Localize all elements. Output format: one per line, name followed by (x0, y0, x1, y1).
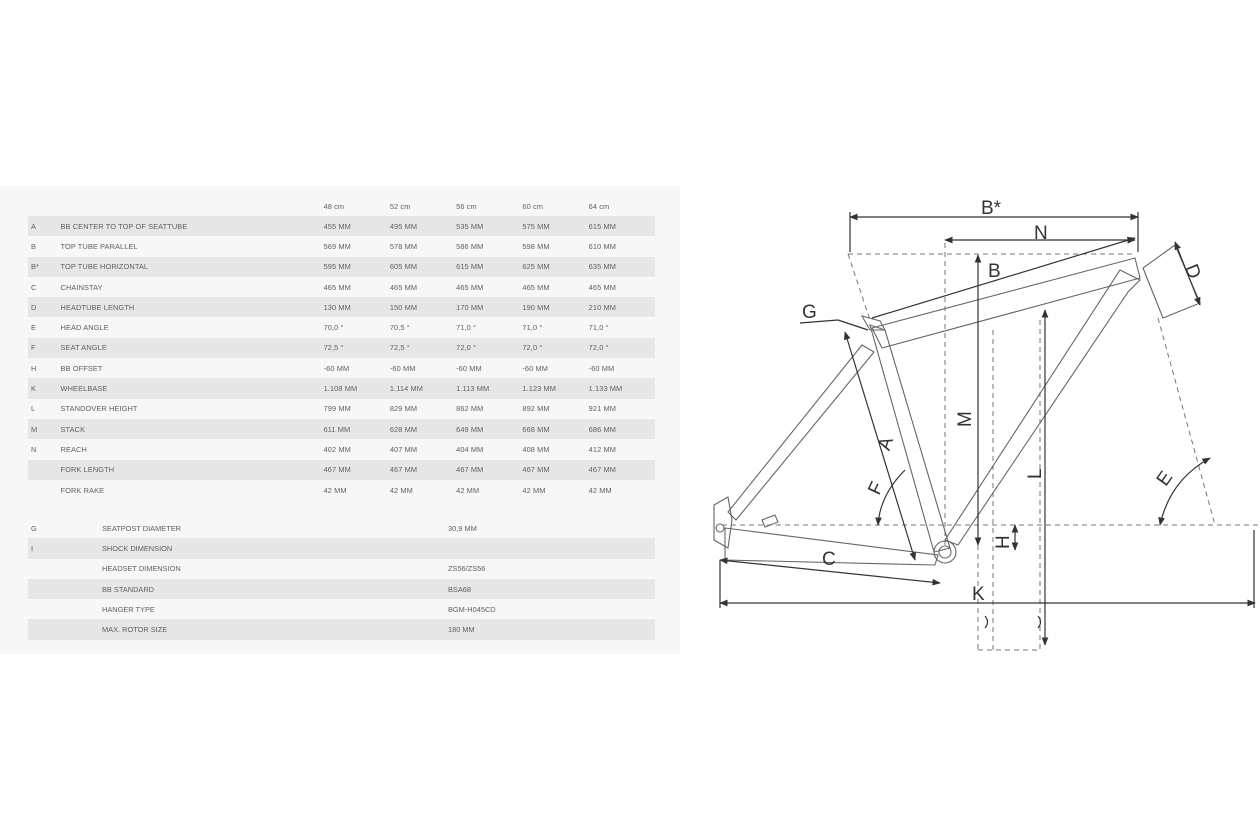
row-value: -60 MM (390, 358, 456, 378)
spec-code (28, 619, 102, 639)
spec-code (28, 579, 102, 599)
spec-value: BSA68 (448, 579, 655, 599)
row-value: 150 MM (390, 297, 456, 317)
row-value: 412 MM (589, 439, 655, 459)
row-value: 595 MM (324, 257, 390, 277)
spec-value (448, 538, 655, 558)
spec-row (28, 559, 655, 579)
label-g: G (802, 302, 817, 323)
row-value: 130 MM (324, 297, 390, 317)
label-b-star: B* (981, 198, 1002, 219)
row-value: 465 MM (456, 277, 522, 297)
row-value: 495 MM (390, 216, 456, 236)
label-b: B (988, 261, 1001, 282)
row-value: 72,0 ° (589, 338, 655, 358)
row-value: 1.108 MM (324, 378, 390, 398)
label-c: C (822, 549, 836, 570)
spec-code: I (28, 538, 102, 558)
row-value: 404 MM (456, 439, 522, 459)
row-label: STACK (61, 419, 324, 439)
row-code (28, 480, 61, 500)
frame-geometry-diagram (700, 180, 1260, 660)
row-value: 668 MM (522, 419, 588, 439)
spec-label: BB STANDARD (102, 579, 448, 599)
label-e: E (1152, 467, 1178, 491)
table-row (28, 338, 655, 358)
row-code: B (28, 236, 61, 256)
label-n: N (1034, 223, 1048, 244)
row-value: 72,0 ° (456, 338, 522, 358)
row-value: 467 MM (589, 460, 655, 480)
row-value: 210 MM (589, 297, 655, 317)
row-code: E (28, 317, 61, 337)
spec-label: HEADSET DIMENSION (102, 559, 448, 579)
row-value: 72,5 ° (324, 338, 390, 358)
spec-value: 30,9 MM (448, 518, 655, 538)
spec-label: HANGER TYPE (102, 599, 448, 619)
table-row (28, 277, 655, 297)
row-value: 70,5 ° (390, 317, 456, 337)
row-code: N (28, 439, 61, 459)
table-row (28, 236, 655, 256)
row-value: 465 MM (324, 277, 390, 297)
label-f: F (864, 478, 889, 499)
spec-label: SEATPOST DIAMETER (102, 518, 448, 538)
row-value: -60 MM (456, 358, 522, 378)
row-value: 635 MM (589, 257, 655, 277)
table-row (28, 480, 655, 500)
row-value: 467 MM (522, 460, 588, 480)
spec-table (28, 518, 655, 640)
table-row (28, 358, 655, 378)
row-value: 408 MM (522, 439, 588, 459)
bicycle-frame (714, 245, 1200, 565)
row-value: 1.123 MM (522, 378, 588, 398)
row-value: 465 MM (589, 277, 655, 297)
row-value: 455 MM (324, 216, 390, 236)
table-row (28, 439, 655, 459)
row-value: 407 MM (390, 439, 456, 459)
row-value: 465 MM (522, 277, 588, 297)
row-code: A (28, 216, 61, 236)
spec-label: MAX. ROTOR SIZE (102, 619, 448, 639)
head-tube (1143, 245, 1200, 318)
row-label: FORK LENGTH (61, 460, 324, 480)
table-row (28, 460, 655, 480)
row-value: 1.113 MM (456, 378, 522, 398)
row-label: TOP TUBE PARALLEL (61, 236, 324, 256)
row-value: 465 MM (390, 277, 456, 297)
row-label: STANDOVER HEIGHT (61, 399, 324, 419)
row-label: FORK RAKE (61, 480, 324, 500)
row-value: 42 MM (324, 480, 390, 500)
row-value: 578 MM (390, 236, 456, 256)
table-row (28, 216, 655, 236)
row-value: 70,0 ° (324, 317, 390, 337)
row-label: CHAINSTAY (61, 277, 324, 297)
row-value: 575 MM (522, 216, 588, 236)
row-value: 467 MM (390, 460, 456, 480)
row-value: 71,0 ° (589, 317, 655, 337)
spec-row (28, 619, 655, 639)
row-label: BB OFFSET (61, 358, 324, 378)
row-value: 72,5 ° (390, 338, 456, 358)
row-value: 42 MM (390, 480, 456, 500)
row-label: HEADTUBE LENGTH (61, 297, 324, 317)
row-value: 569 MM (324, 236, 390, 256)
spec-value: BGM-H045CD (448, 599, 655, 619)
row-value: 862 MM (456, 399, 522, 419)
row-value: 1.133 MM (589, 378, 655, 398)
row-value: 467 MM (456, 460, 522, 480)
spec-row (28, 518, 655, 538)
spec-value: 180 MM (448, 619, 655, 639)
row-code: C (28, 277, 61, 297)
spec-code (28, 599, 102, 619)
row-value: 649 MM (456, 419, 522, 439)
row-value: 598 MM (522, 236, 588, 256)
row-value: 605 MM (390, 257, 456, 277)
row-value: 42 MM (589, 480, 655, 500)
table-row (28, 317, 655, 337)
seatstay (728, 345, 874, 520)
row-code: M (28, 419, 61, 439)
row-value: 628 MM (390, 419, 456, 439)
label-h: H (993, 535, 1014, 549)
row-value: 402 MM (324, 439, 390, 459)
row-label: HEAD ANGLE (61, 317, 324, 337)
row-value: 829 MM (390, 399, 456, 419)
label-d: D (1180, 261, 1205, 282)
row-code: H (28, 358, 61, 378)
row-code: B* (28, 257, 61, 277)
label-a: A (874, 434, 898, 454)
row-value: 686 MM (589, 419, 655, 439)
row-value: 535 MM (456, 216, 522, 236)
row-value: 615 MM (589, 216, 655, 236)
spec-label: SHOCK DIMENSION (102, 538, 448, 558)
row-value: -60 MM (589, 358, 655, 378)
row-value: 799 MM (324, 399, 390, 419)
row-value: 611 MM (324, 419, 390, 439)
label-l: L (1025, 468, 1046, 479)
row-value: 615 MM (456, 257, 522, 277)
size-header: 60 cm (522, 196, 588, 216)
geometry-table (28, 196, 655, 500)
row-code: D (28, 297, 61, 317)
row-value: -60 MM (522, 358, 588, 378)
table-row (28, 399, 655, 419)
row-value: 921 MM (589, 399, 655, 419)
row-code: F (28, 338, 61, 358)
row-code: K (28, 378, 61, 398)
row-label: WHEELBASE (61, 378, 324, 398)
row-code: L (28, 399, 61, 419)
size-header: 48 cm (324, 196, 390, 216)
label-m: M (955, 411, 976, 427)
row-label: SEAT ANGLE (61, 338, 324, 358)
row-code (28, 460, 61, 480)
table-row (28, 257, 655, 277)
row-value: 1.114 MM (390, 378, 456, 398)
row-value: 170 MM (456, 297, 522, 317)
row-value: 892 MM (522, 399, 588, 419)
row-value: 610 MM (589, 236, 655, 256)
size-header: 52 cm (390, 196, 456, 216)
row-value: 42 MM (456, 480, 522, 500)
row-label: REACH (61, 439, 324, 459)
down-tube (945, 270, 1140, 545)
row-value: 190 MM (522, 297, 588, 317)
row-value: 586 MM (456, 236, 522, 256)
row-value: 625 MM (522, 257, 588, 277)
spec-row (28, 599, 655, 619)
row-value: 42 MM (522, 480, 588, 500)
row-value: 71,0 ° (522, 317, 588, 337)
table-row (28, 419, 655, 439)
row-label: BB CENTER TO TOP OF SEATTUBE (61, 216, 324, 236)
table-header-row (28, 196, 655, 216)
label-k: K (972, 584, 985, 605)
spec-value: ZS56/ZS56 (448, 559, 655, 579)
row-label: TOP TUBE HORIZONTAL (61, 257, 324, 277)
dropout (714, 497, 732, 548)
table-row (28, 378, 655, 398)
row-value: 72,0 ° (522, 338, 588, 358)
size-header: 56 cm (456, 196, 522, 216)
row-value: -60 MM (324, 358, 390, 378)
table-row (28, 297, 655, 317)
spec-code: G (28, 518, 102, 538)
spec-row (28, 579, 655, 599)
row-value: 71,0 ° (456, 317, 522, 337)
spec-code (28, 559, 102, 579)
row-value: 467 MM (324, 460, 390, 480)
spec-row (28, 538, 655, 558)
size-header: 64 cm (589, 196, 655, 216)
